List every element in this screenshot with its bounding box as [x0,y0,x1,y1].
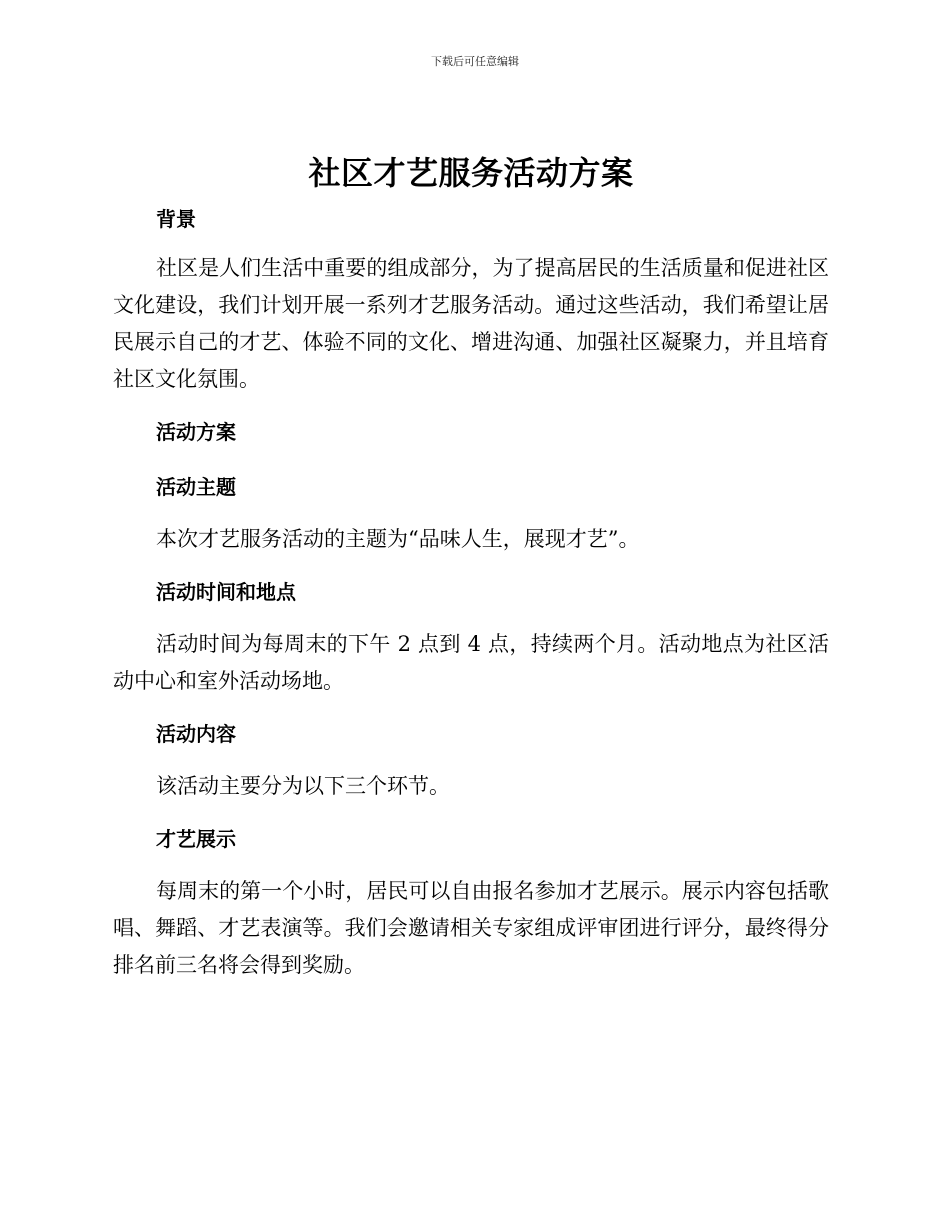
spacer [113,240,829,250]
spacer [113,613,829,626]
spacer [113,398,829,411]
document-title: 社区才艺服务活动方案 [308,154,634,192]
heading-activity-plan: 活动方案 [156,420,236,444]
heading-talent-showcase: 才艺展示 [156,827,236,851]
spacer [113,508,829,521]
paragraph-activity-theme: 本次才艺服务活动的主题为“品味人生，展现才艺”。 [156,527,640,551]
paragraph-background: 社区是人们生活中重要的组成部分，为了提高居民的生活质量和促进社区文化建设，我们计划开展一系列才艺服务活动。通过这些活动，我们希望让居民展示自己的才艺、体验不同的文化、增进沟通、加强社区凝聚力，并且培育社区文化氛围。 [113,256,829,391]
spacer [113,558,829,571]
paragraph-activity-content: 该活动主要分为以下三个环节。 [156,774,450,798]
spacer [113,755,829,768]
header-note: 下载后可任意编辑 [431,55,519,68]
paragraph-time-place: 活动时间为每周末的下午 2 点到 4 点，持续两个月。活动地点为社区活动中心和室外活动场地。 [113,632,829,693]
heading-time-place: 活动时间和地点 [156,580,296,604]
spacer [113,453,829,466]
heading-activity-theme: 活动主题 [156,475,236,499]
heading-background: 背景 [156,207,196,231]
spacer [113,700,829,713]
heading-activity-content: 活动内容 [156,722,236,746]
spacer [113,805,829,818]
spacer [113,860,829,873]
paragraph-talent-showcase: 每周末的第一个小时，居民可以自由报名参加才艺展示。展示内容包括歌唱、舞蹈、才艺表演等。我们会邀请相关专家组成评审团进行评分，最终得分排名前三名将会得到奖励。 [113,879,829,977]
document-body [113,148,829,984]
